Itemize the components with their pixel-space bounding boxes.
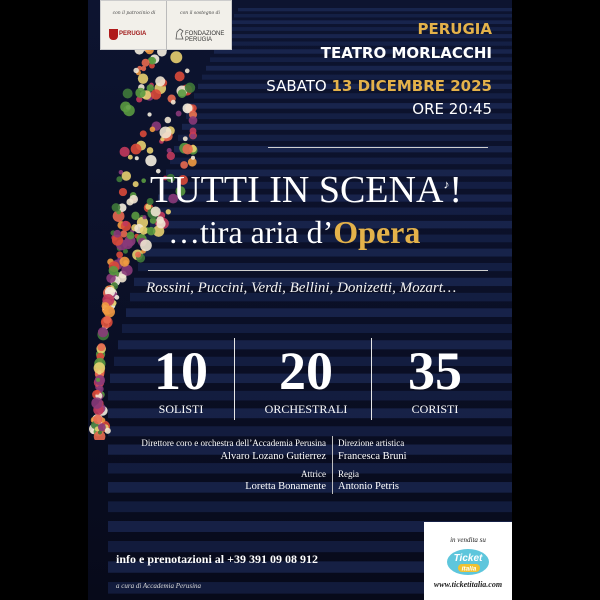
ticket-brand-1: Ticket	[453, 553, 483, 564]
flower-bloom	[138, 73, 148, 83]
date-weekday: SABATO	[266, 77, 327, 95]
flower-bloom	[135, 252, 141, 258]
flower-bloom	[113, 230, 121, 238]
event-time: ORE 20:45	[412, 100, 492, 118]
flower-bloom	[127, 232, 135, 240]
director-name: Alvaro Lozano Gutierrez	[220, 451, 326, 462]
support-name-line2: PERUGIA	[185, 37, 213, 43]
flower-bloom	[91, 397, 102, 408]
flower-bloom	[94, 362, 106, 374]
flower-bloom	[118, 274, 127, 283]
direction-name: Antonio Petris	[338, 481, 399, 492]
patronage-name: PERUGIA	[119, 31, 147, 37]
flower-bloom	[120, 101, 131, 112]
flower-bloom	[175, 71, 185, 81]
credits-divider	[332, 436, 333, 494]
flower-bloom	[98, 327, 108, 337]
event-poster	[88, 0, 512, 600]
flower-bloom	[167, 152, 175, 160]
flower-bloom	[190, 128, 197, 135]
flower-bloom	[165, 117, 172, 124]
flower-bloom	[151, 89, 161, 99]
flower-bloom	[135, 156, 139, 160]
flower-bloom	[120, 147, 130, 157]
support-caption: con il sostegno di	[180, 11, 220, 16]
flower-bloom	[135, 88, 145, 98]
divider-top	[268, 147, 488, 148]
date-day: 13 DICEMBRE 2025	[331, 77, 492, 95]
show-subtitle-prefix: …tira aria d’	[168, 214, 334, 250]
flower-bloom	[147, 227, 156, 236]
flower-bloom	[114, 295, 119, 300]
ticket-url-link[interactable]: www.ticketitalia.com	[433, 580, 503, 589]
perugia-crest-icon	[109, 29, 118, 40]
stat-choir-number: 35	[408, 341, 462, 401]
flower-bloom	[141, 66, 146, 71]
flower-bloom	[96, 378, 100, 382]
stair-step	[206, 66, 512, 71]
show-title-text: TUTTI IN SCENA	[150, 169, 444, 211]
flower-bloom	[105, 428, 111, 434]
flower-bloom	[140, 240, 152, 252]
flower-bloom	[160, 127, 172, 139]
flower-bloom	[98, 423, 106, 431]
flower-bloom	[176, 111, 182, 117]
flower-bloom	[109, 266, 119, 276]
flower-bloom	[120, 257, 130, 267]
director-role: Direttore coro e orchestra dell’Accademia Perusina	[141, 438, 326, 448]
flower-bloom	[133, 68, 138, 73]
flower-bloom	[147, 147, 154, 154]
support-name-line1: FONDAZIONE	[185, 31, 225, 37]
flower-bloom	[178, 89, 187, 98]
flower-bloom	[122, 171, 131, 180]
stat-orchestra-number: 20	[279, 341, 333, 401]
flower-bloom	[191, 156, 195, 160]
flower-bloom	[155, 76, 165, 86]
event-city: PERUGIA	[417, 20, 492, 38]
support-logo	[167, 1, 233, 51]
flower-bloom	[131, 144, 142, 155]
flower-bloom	[103, 316, 111, 324]
flower-bloom	[119, 188, 127, 196]
flower-bloom	[147, 112, 151, 116]
curated-by: a cura di Accademia Perusina	[116, 582, 202, 590]
flower-bloom	[141, 178, 146, 183]
ticketitalia-logo	[446, 548, 490, 576]
flower-bloom	[171, 100, 176, 105]
stat-soloists-number: 10	[154, 341, 208, 401]
booking-info: info e prenotazioni al +39 391 09 08 912	[116, 552, 318, 566]
ticket-vendor-box	[424, 522, 512, 600]
sponsor-logos	[100, 0, 232, 50]
flower-bloom	[116, 251, 123, 258]
event-venue: TEATRO MORLACCHI	[320, 44, 492, 62]
patronage-logo	[101, 1, 167, 51]
flower-bloom	[182, 144, 192, 154]
on-sale-caption: in vendita su	[450, 536, 486, 544]
stair-step	[170, 158, 512, 165]
direction-role: Regia	[338, 469, 359, 479]
actress-name: Loretta Bonamente	[245, 481, 326, 492]
flower-bloom	[140, 130, 147, 137]
stair-step	[108, 501, 512, 512]
ticket-brand-2: italia	[461, 565, 477, 573]
flower-bloom	[156, 219, 165, 228]
stat-soloists-label: SOLISTI	[158, 402, 204, 416]
flower-bloom	[183, 136, 188, 141]
flower-bloom	[97, 343, 105, 351]
stat-divider-2	[371, 338, 372, 420]
stat-orchestra-label: ORCHESTRALI	[264, 402, 348, 416]
flower-bloom	[145, 155, 156, 166]
flower-bloom	[128, 155, 133, 160]
flower-bloom	[95, 390, 100, 395]
artistic-role: Direzione artistica	[338, 438, 405, 448]
flower-bloom	[150, 127, 156, 133]
flower-bloom	[185, 83, 195, 93]
flower-bloom	[189, 116, 198, 125]
show-subtitle	[168, 214, 420, 251]
flower-bloom	[140, 227, 148, 235]
flower-bloom	[142, 215, 146, 219]
flower-bloom	[142, 59, 150, 67]
stat-divider-1	[234, 338, 235, 420]
flower-bloom	[123, 89, 133, 99]
support-name	[185, 31, 224, 43]
flower-bloom	[133, 181, 139, 187]
music-note-icon: ♪	[443, 177, 450, 192]
show-title	[150, 168, 462, 212]
event-date	[266, 77, 492, 95]
flower-bloom	[123, 221, 129, 227]
flower-bloom	[101, 302, 109, 310]
show-subtitle-highlight: Opera	[333, 214, 421, 250]
divider-middle	[148, 270, 488, 271]
artistic-name: Francesca Bruni	[338, 451, 407, 462]
patronage-caption: con il patrocinio di	[112, 11, 156, 16]
composers-list: Rossini, Puccini, Verdi, Bellini, Donizetti, Mozart…	[146, 280, 457, 296]
flower-bloom	[129, 195, 138, 204]
foundation-griffin-icon	[175, 28, 184, 40]
stair-step	[178, 135, 512, 141]
flower-bloom	[112, 203, 121, 212]
stair-step	[234, 14, 512, 17]
stair-step	[182, 124, 512, 130]
flower-bloom	[185, 69, 190, 74]
flower-bloom	[116, 176, 122, 182]
show-title-exclaim: !	[449, 169, 463, 211]
flower-bloom	[93, 415, 103, 425]
actress-role: Attrice	[301, 469, 326, 479]
stair-step	[238, 8, 512, 11]
flower-bloom	[170, 51, 182, 63]
stat-choir-label: CORISTI	[411, 402, 459, 416]
